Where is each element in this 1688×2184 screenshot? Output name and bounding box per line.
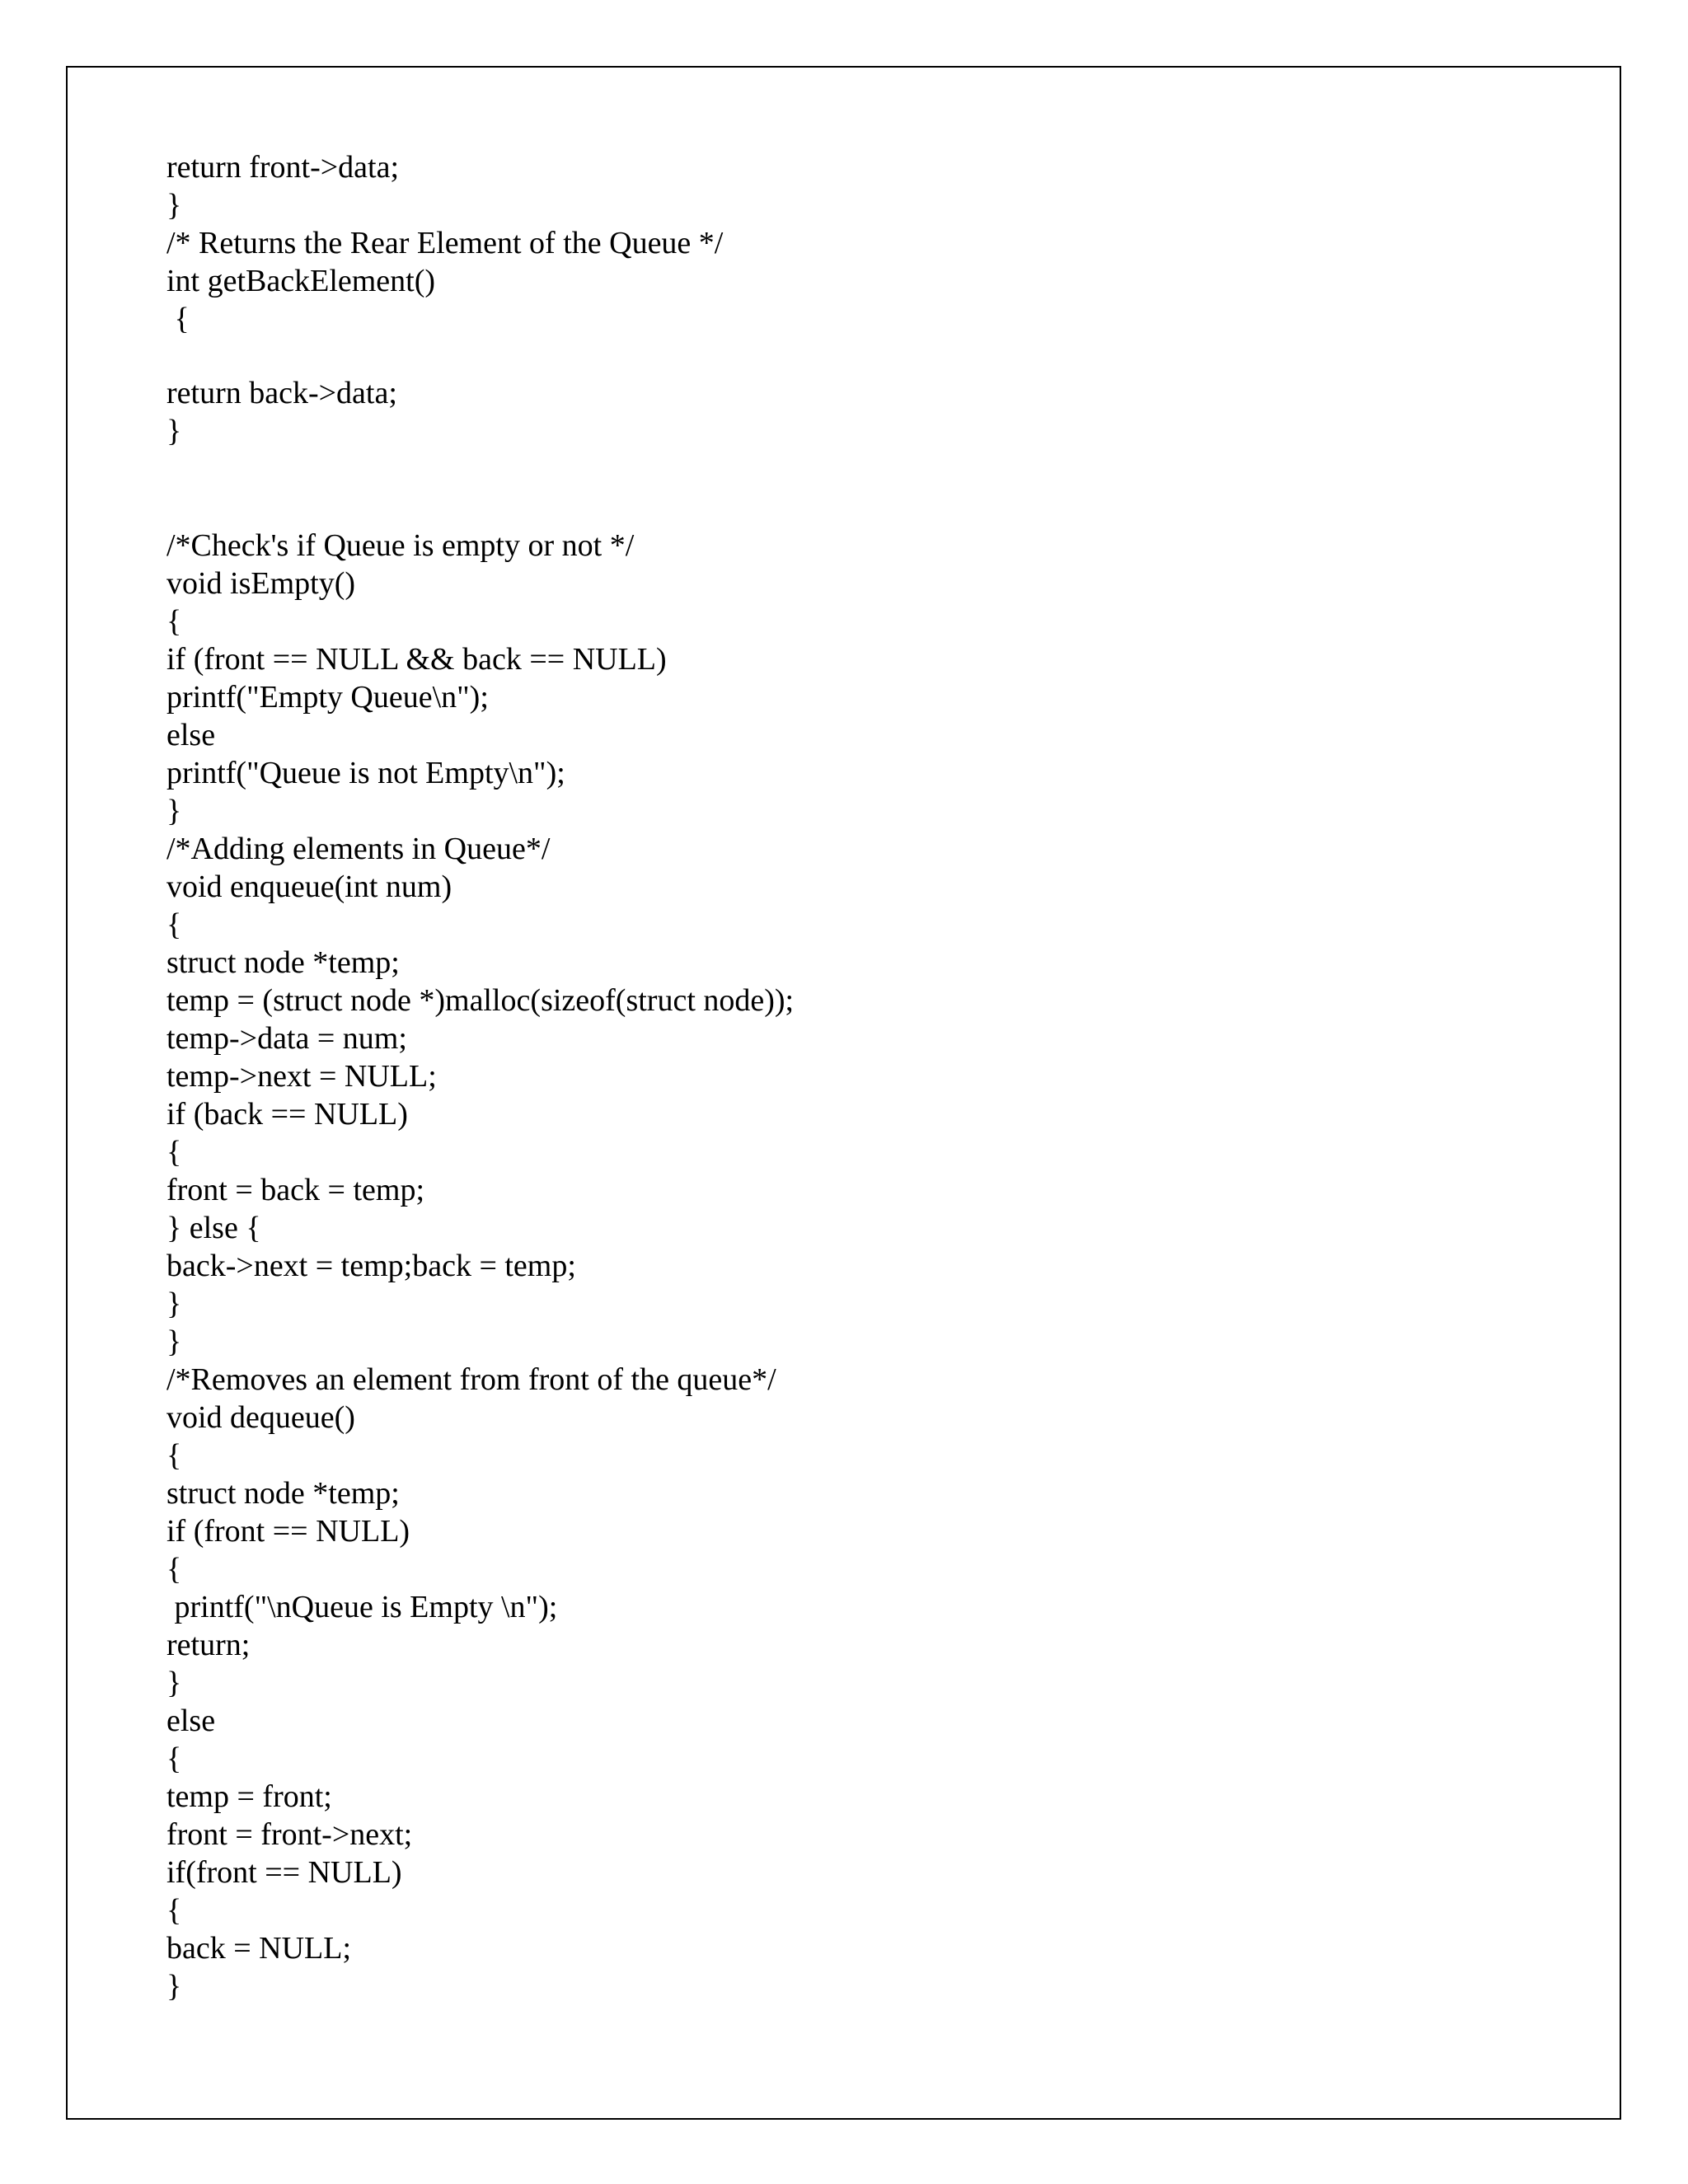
code-line-10: { — [166, 604, 182, 639]
code-line-1: return front->data; — [166, 150, 400, 185]
code-line-24: { — [166, 1135, 182, 1169]
code-line-12: printf("Empty Queue\n"); — [166, 680, 489, 715]
code-line-39: else — [166, 1704, 216, 1738]
code-line-16: /*Adding elements in Queue*/ — [166, 832, 551, 866]
code-line-2: } — [166, 188, 182, 223]
code-line-8: /*Check's if Queue is empty or not */ — [166, 528, 635, 563]
code-line-9: void isEmpty() — [166, 566, 356, 601]
code-line-43: if(front == NULL) — [166, 1855, 402, 1890]
code-line-41: temp = front; — [166, 1779, 332, 1814]
code-block — [68, 68, 1620, 2118]
code-line-29: } — [166, 1324, 182, 1359]
code-line-28: } — [166, 1286, 182, 1321]
code-line-34: if (front == NULL) — [166, 1514, 410, 1549]
code-line-33: struct node *temp; — [166, 1476, 400, 1511]
code-line-19: struct node *temp; — [166, 945, 400, 980]
code-line-20: temp = (struct node *)malloc(sizeof(struct node)); — [166, 983, 795, 1018]
code-line-3: /* Returns the Rear Element of the Queue */ — [166, 226, 724, 260]
code-line-7: } — [166, 414, 182, 448]
code-line-26: } else { — [166, 1211, 261, 1245]
code-line-31: void dequeue() — [166, 1400, 355, 1435]
code-line-38: } — [166, 1666, 182, 1700]
code-line-4: int getBackElement() — [166, 264, 436, 298]
code-line-27: back->next = temp;back = temp; — [166, 1249, 576, 1283]
code-line-46: } — [166, 1969, 182, 2004]
code-line-35: { — [166, 1552, 182, 1586]
code-line-37: return; — [166, 1628, 251, 1662]
code-line-5: { — [166, 302, 190, 336]
code-line-40: { — [166, 1741, 182, 1776]
code-line-25: front = back = temp; — [166, 1173, 424, 1207]
code-line-6: return back->data; — [166, 376, 397, 410]
code-line-32: { — [166, 1438, 182, 1473]
code-line-18: { — [166, 907, 182, 942]
code-line-15: } — [166, 794, 182, 828]
code-line-11: if (front == NULL && back == NULL) — [166, 642, 667, 677]
page-frame — [66, 66, 1621, 2120]
code-line-45: back = NULL; — [166, 1931, 352, 1966]
code-line-14: printf("Queue is not Empty\n"); — [166, 756, 565, 790]
code-line-44: { — [166, 1893, 182, 1928]
code-line-21: temp->data = num; — [166, 1021, 407, 1056]
code-line-23: if (back == NULL) — [166, 1097, 408, 1132]
code-line-42: front = front->next; — [166, 1817, 413, 1852]
code-line-22: temp->next = NULL; — [166, 1059, 437, 1094]
code-line-30: /*Removes an element from front of the queue*/ — [166, 1362, 776, 1397]
code-line-17: void enqueue(int num) — [166, 869, 452, 904]
code-line-36: printf("\nQueue is Empty \n"); — [166, 1590, 558, 1624]
code-line-13: else — [166, 718, 216, 752]
